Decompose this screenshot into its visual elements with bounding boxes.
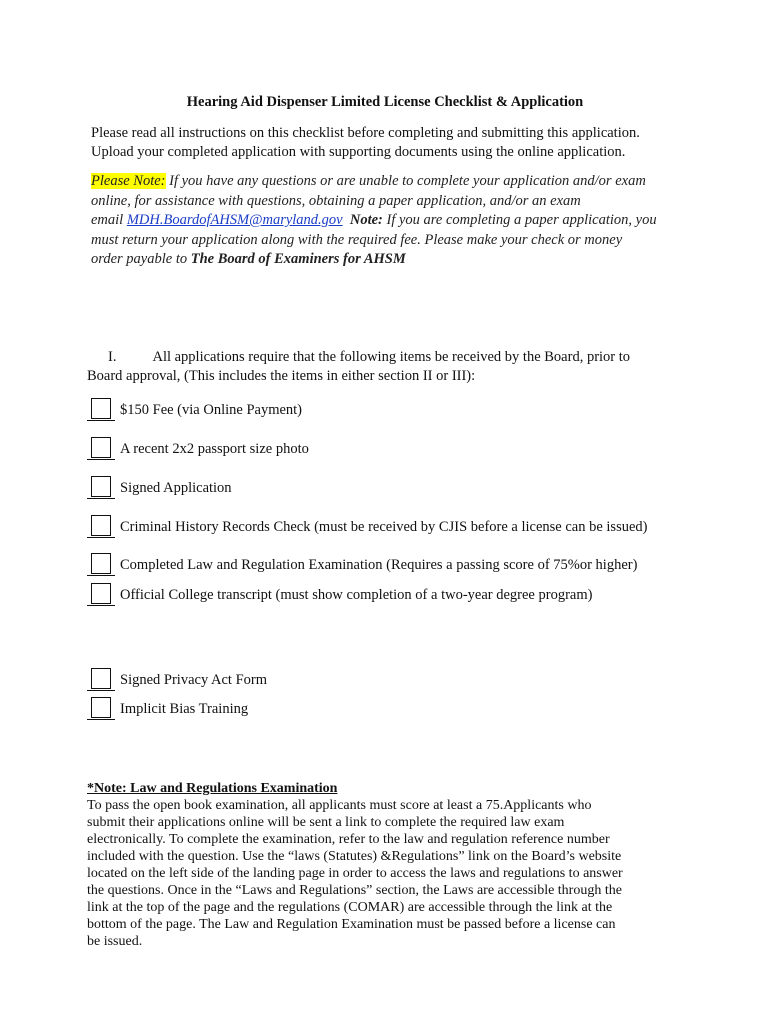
exam-note-line: be issued. xyxy=(87,934,143,949)
checklist-label: A recent 2x2 passport size photo xyxy=(120,441,309,457)
checklist-label: Official College transcript (must show completion of a two-year degree program) xyxy=(120,587,593,603)
exam-note-body xyxy=(87,797,687,950)
exam-note-line: included with the question. Use the “laws (Statutes) &Regulations” link on the Board’s website xyxy=(87,849,622,864)
note-line-3-prefix: email xyxy=(91,212,127,228)
blank-line xyxy=(87,537,115,538)
checklist-label: Implicit Bias Training xyxy=(120,701,249,717)
blank-line xyxy=(87,690,115,691)
checklist-label: Criminal History Records Check (must be received by CJIS before a license can be issued) xyxy=(120,519,648,535)
blank-line xyxy=(87,575,115,576)
note-line-1: If you have any questions or are unable to complete your application and/or exam xyxy=(165,173,646,189)
exam-note-line: located on the left side of the landing page in order to access the laws and regulations to answer xyxy=(87,866,623,881)
exam-note-line: link at the top of the page and the regulations (COMAR) are accessible through the link at the xyxy=(87,900,613,915)
payee-name: The Board of Examiners for AHSM xyxy=(190,251,406,267)
note-line-5-prefix: order payable to xyxy=(91,251,191,267)
blank-line xyxy=(87,719,115,720)
exam-note-line: bottom of the page. The Law and Regulation Examination must be passed before a license can xyxy=(87,917,616,932)
exam-note-line: electronically. To complete the examination, refer to the law and regulation reference number xyxy=(87,832,610,847)
checkbox[interactable] xyxy=(91,697,111,718)
exam-note-line: the questions. Once in the “Laws and Regulations” section, the Laws are accessible through the xyxy=(87,883,622,898)
checkbox[interactable] xyxy=(91,583,111,604)
note-line-3-suffix: If you are completing a paper application, you xyxy=(382,212,657,228)
exam-note-title: *Note: Law and Regulations Examination xyxy=(87,781,338,796)
intro-line-1: Please read all instructions on this checklist before completing and submitting this application. xyxy=(91,125,640,141)
section-1-line-1: All applications require that the following items be received by the Board, prior to xyxy=(152,349,631,365)
checklist-label: Completed Law and Regulation Examination (Requires a passing score of 75%or higher) xyxy=(120,557,638,573)
exam-note-line: To pass the open book examination, all applicants must score at least a 75.Applicants who xyxy=(87,798,592,813)
note-line-2: online, for assistance with questions, obtaining a paper application, and/or an exam xyxy=(91,192,581,209)
intro-line-2: Upload your completed application with supporting documents using the online application. xyxy=(91,144,626,160)
paper-note-label: Note: xyxy=(349,212,383,228)
blank-line xyxy=(87,459,115,460)
board-email-link[interactable]: MDH.BoardofAHSM@maryland.gov xyxy=(126,212,343,228)
checklist-label: $150 Fee (via Online Payment) xyxy=(120,402,303,418)
section-1-line-2: Board approval, (This includes the items in either section II or III): xyxy=(87,368,476,384)
exam-note-line: submit their applications online will be sent a link to complete the required law exam xyxy=(87,815,565,830)
checkbox[interactable] xyxy=(91,398,111,419)
blank-line xyxy=(87,420,115,421)
checkbox[interactable] xyxy=(91,553,111,574)
checkbox[interactable] xyxy=(91,668,111,689)
section-1-number: I. xyxy=(108,349,117,365)
document-title: Hearing Aid Dispenser Limited License Checklist & Application xyxy=(186,94,584,110)
checkbox[interactable] xyxy=(91,476,111,497)
checkbox[interactable] xyxy=(91,437,111,458)
note-line-4: must return your application along with the required fee. Please make your check or money xyxy=(91,231,623,248)
checklist-label: Signed Privacy Act Form xyxy=(120,672,268,688)
blank-line xyxy=(87,498,115,499)
section-1-heading xyxy=(87,348,630,367)
checklist-label: Signed Application xyxy=(120,480,232,496)
checkbox[interactable] xyxy=(91,515,111,536)
please-note-label: Please Note: xyxy=(91,173,166,189)
blank-line xyxy=(87,605,115,606)
help-note xyxy=(91,172,691,270)
